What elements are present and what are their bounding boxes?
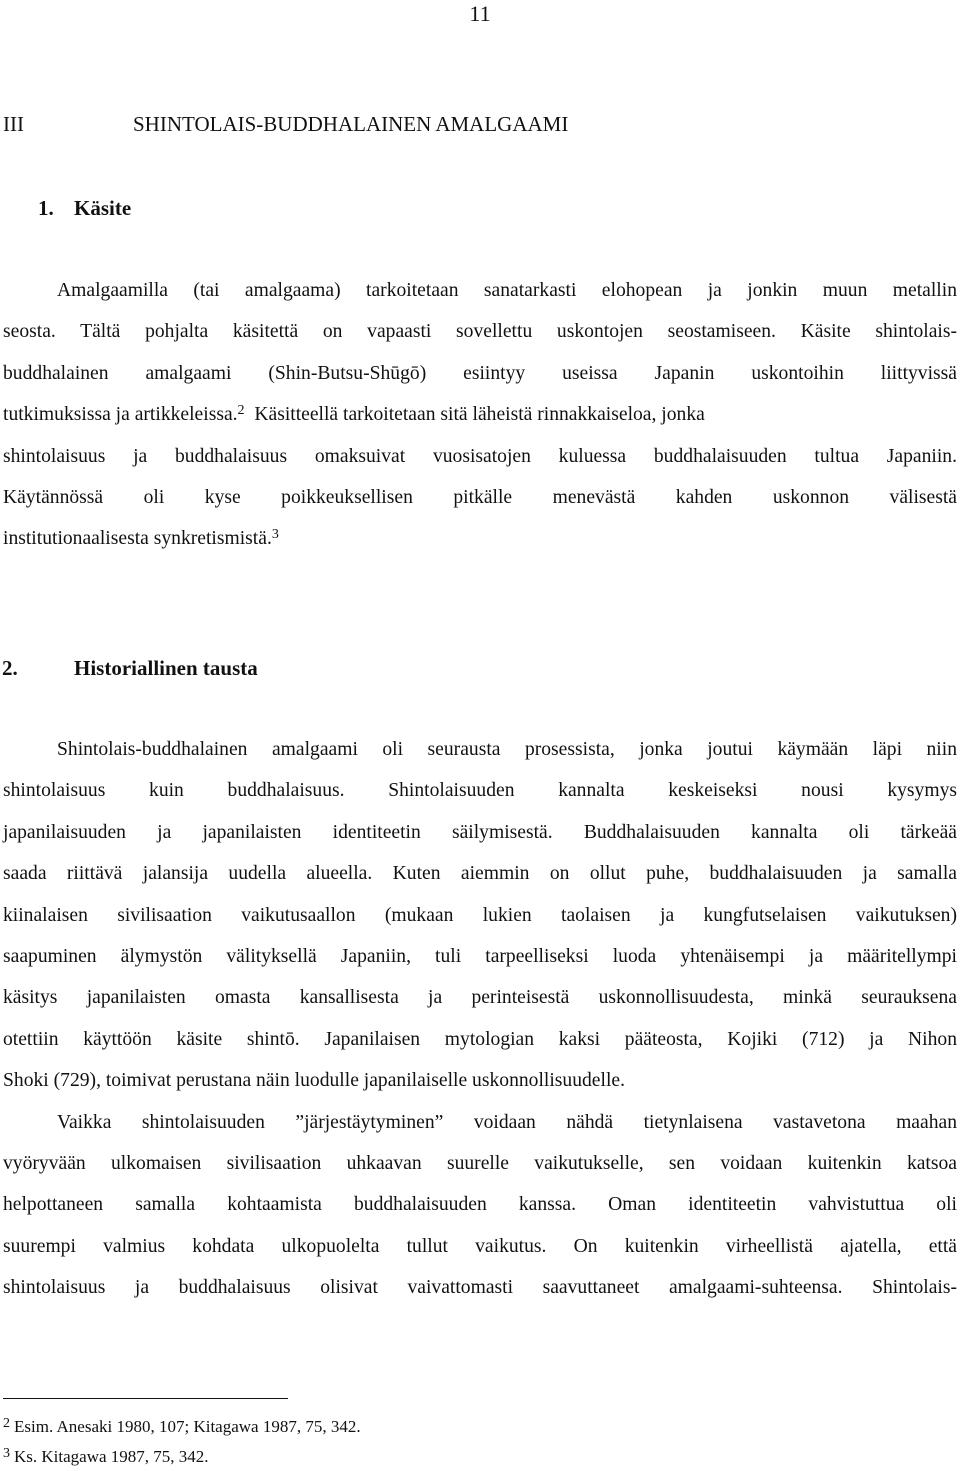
paragraph-tausta <box>3 729 957 1308</box>
text-line: Shintolais-buddhalainen amalgaami oli seurausta prosessista, jonka joutui käymään läpi niin <box>57 739 957 760</box>
footnote-divider <box>3 1398 288 1399</box>
section-number: 1. <box>38 196 54 220</box>
text-line: saapuminen älymystön välityksellä Japaniin, tuli tarpeelliseksi luoda yhtenäisempi ja määritellympi <box>3 945 957 967</box>
text-line: shintolaisuus kuin buddhalaisuus. Shintolaisuuden kannalta keskeiseksi nousi kysymys <box>3 780 957 802</box>
text-line: shintolaisuus ja buddhalaisuus olisivat vaivattomasti saavuttaneet amalgaami-suhteensa. Shintolais- <box>3 1277 957 1299</box>
text-line: buddhalainen amalgaami (Shin-Butsu-Shūgō) esiintyy useissa Japanin uskontoihin liittyvissä <box>3 362 957 384</box>
text-line: saada riittävä jalansija uudella alueella. Kuten aiemmin on ollut puhe, buddhalaisuuden ja samalla <box>3 863 957 885</box>
footnote-3 <box>3 1446 209 1468</box>
text-line: seosta. Tältä pohjalta käsitettä on vapaasti sovellettu uskontojen seostamiseen. Käsite shintolais- <box>3 321 957 343</box>
section-heading-1 <box>38 194 131 222</box>
page-number: 11 <box>469 1 491 26</box>
text-line: Vaikka shintolaisuuden ”järjestäytyminen” voidaan nähdä tietynlaisena vastavetona maahan <box>57 1111 957 1133</box>
section-title: Käsite <box>74 196 132 220</box>
text-segment: institutionaalisesta synkretismistä. <box>3 528 272 550</box>
text-line: otettiin käyttöön käsite shintō. Japanilaisen mytologian kaksi pääteosta, Kojiki (712) ja Nihon <box>3 1028 957 1050</box>
text-line <box>3 394 957 435</box>
text-segment: tutkimuksissa ja artikkeleissa. <box>3 404 238 426</box>
text-line: käsitys japanilaisten omasta kansallisesta ja perinteisestä uskonnollisuudesta, minkä seurauksena <box>3 987 957 1009</box>
text-line: suurempi valmius kohdata ulkopuolelta tullut vaikutus. On kuitenkin virheellistä ajatella, että <box>3 1235 957 1257</box>
chapter-number: III <box>3 112 24 136</box>
text-line: vyöryvään ulkomaisen sivilisaation uhkaavan suurelle vaikutukselle, sen voidaan kuitenkin katsoa <box>3 1152 957 1174</box>
text-line: Käytännössä oli kyse poikkeuksellisen pitkälle menevästä kahden uskonnon välisestä <box>3 486 957 508</box>
text-line: japanilaisuuden ja japanilaisten identiteetin säilymisestä. Buddhalaisuuden kannalta oli tärkeää <box>3 821 957 843</box>
footnote-text: Esim. Anesaki 1980, 107; Kitagawa 1987, 75, 342. <box>14 1417 361 1436</box>
footnote-ref: 2 <box>237 403 245 419</box>
section-heading-2: 2. Historiallinen tausta <box>2 656 258 680</box>
footnote-2 <box>3 1416 361 1438</box>
footnote-text: Ks. Kitagawa 1987, 75, 342. <box>14 1447 209 1466</box>
text-line: helpottaneen samalla kohtaamista buddhalaisuuden kanssa. Oman identiteetin vahvistuttua oli <box>3 1194 957 1216</box>
paragraph-kasite <box>3 270 957 560</box>
text-line: Shoki (729), toimivat perustana näin luodulle japanilaiselle uskonnollisuudelle. <box>3 1070 625 1092</box>
text-line: shintolaisuus ja buddhalaisuus omaksuivat vuosisatojen kuluessa buddhalaisuuden tultua Japaniin. <box>3 445 957 467</box>
text-segment: Käsitteellä tarkoitetaan sitä läheistä rinnakkaiseloa, jonka <box>254 404 705 426</box>
footnote-ref: 3 <box>271 527 279 543</box>
text-line: Amalgaamilla (tai amalgaama) tarkoitetaan sanatarkasti elohopean ja jonkin muun metallin <box>57 280 957 301</box>
chapter-title: SHINTOLAIS-BUDDHALAINEN AMALGAAMI <box>133 112 569 136</box>
footnote-mark: 2 <box>3 1416 10 1431</box>
section-title: Historiallinen tausta <box>74 656 258 680</box>
footnote-mark: 3 <box>3 1446 10 1461</box>
text-line <box>3 518 957 559</box>
text-line: kiinalaisen sivilisaation vaikutusaallon (mukaan lukien taolaisen ja kungfutselaisen vaikutuksen) <box>3 904 957 926</box>
